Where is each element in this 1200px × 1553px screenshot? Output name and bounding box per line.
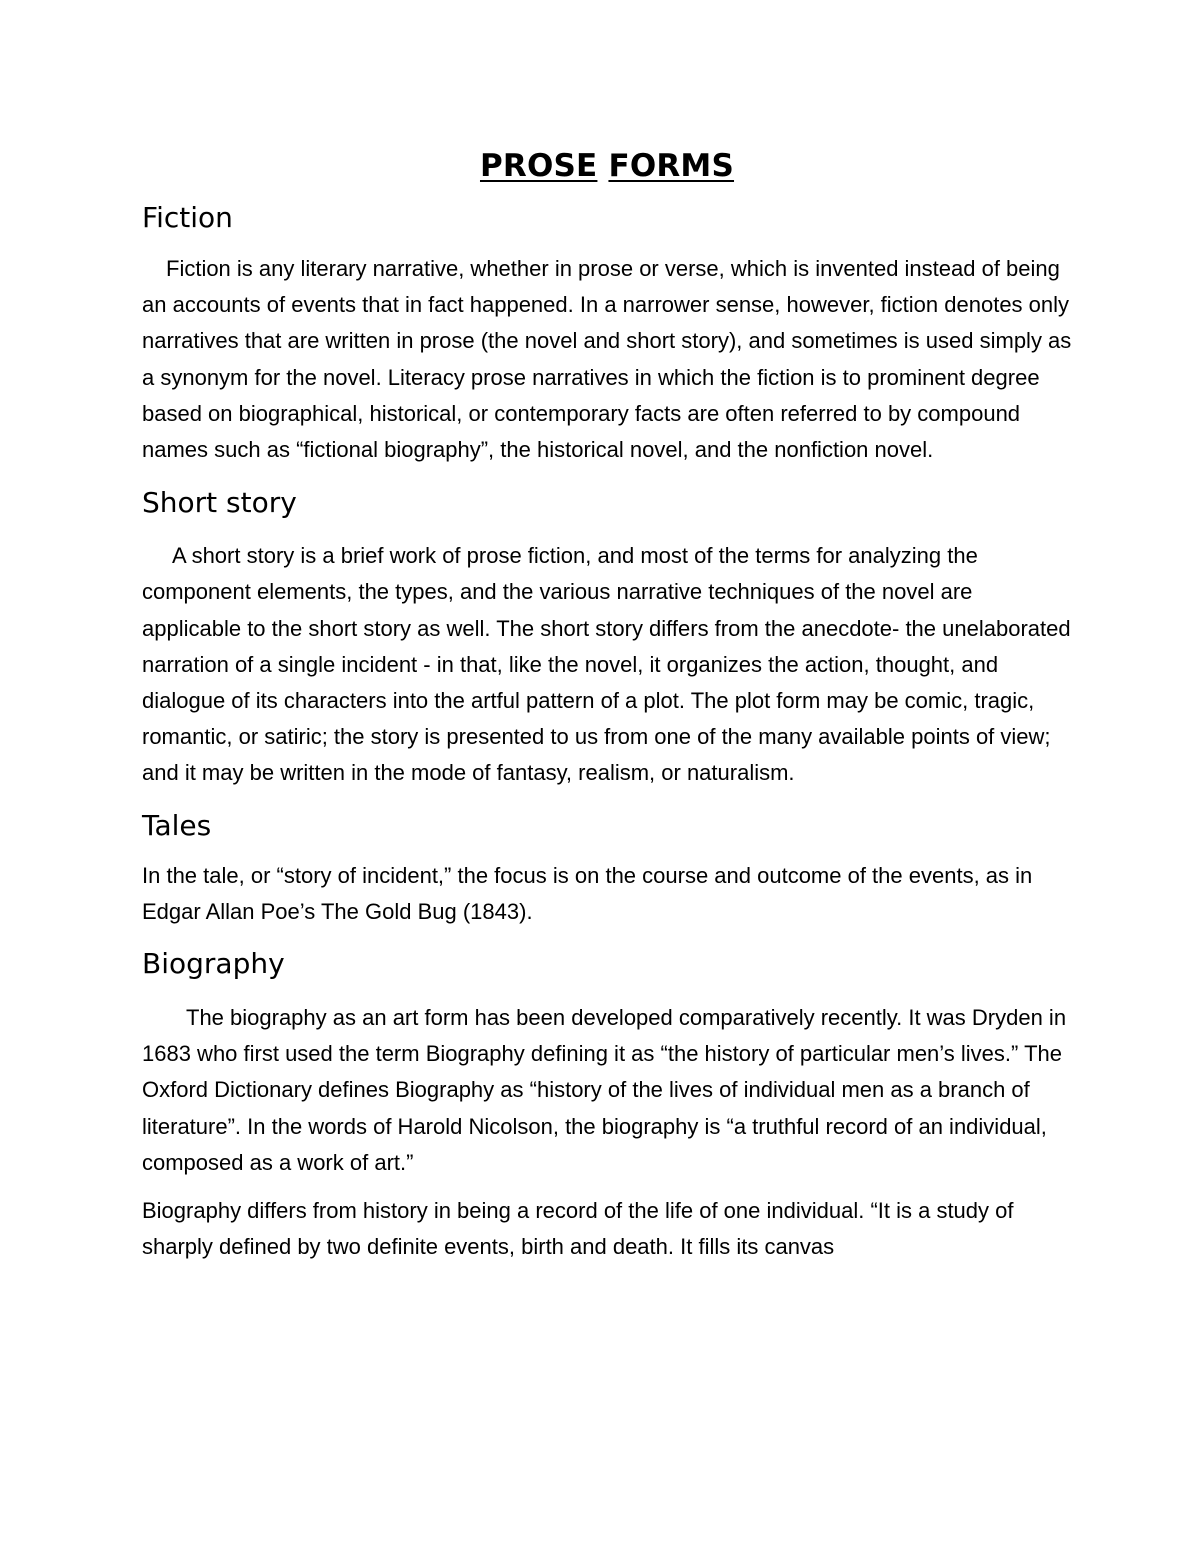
document-title <box>142 148 1072 184</box>
paragraph-tales: In the tale, or “story of incident,” the focus is on the course and outcome of the events, as in Edgar Allan Poe’s The Gold Bug (1843). <box>142 862 1033 924</box>
title-word-prose: PROSE <box>479 148 598 184</box>
paragraph-biography-1: The biography as an art form has been developed comparatively recently. It was Dryden in 1683 who first used the term Biography defining it as “the history of particular men’s lives.” The Oxford Dictionary defines Biography as “history of the lives of individual men as a branch of literature”. In the words of Harold Nicolson, the biography is “a truthful record of an individual, composed as a work of art.” <box>142 1005 1067 1175</box>
heading-fiction: Fiction <box>142 201 233 234</box>
heading-biography: Biography <box>142 947 285 981</box>
paragraph-fiction: Fiction is any literary narrative, whether in prose or verse, which is invented instead of being an accounts of events that in fact happened. In a narrower sense, however, fiction denotes only narratives that are written in prose (the novel and short story), and sometimes is used simply as a synonym for the novel. Literacy prose narratives in which the fiction is to prominent degree based on biographical, historical, or contemporary facts are often referred to by compound names such as “fictional biography”, the historical novel, and the nonfiction novel. <box>142 256 1072 463</box>
heading-short-story: Short story <box>142 486 297 520</box>
document-content <box>142 148 1072 1265</box>
heading-tales: Tales <box>142 808 212 842</box>
paragraph-biography-2: Biography differs from history in being a record of the life of one individual. “It is a study of sharply defined by two definite events, birth and death. It fills its canvas <box>142 1198 1014 1260</box>
title-word-forms: FORMS <box>608 148 735 184</box>
paragraph-short-story: A short story is a brief work of prose fiction, and most of the terms for analyzing the component elements, the types, and the various narrative techniques of the novel are applicable to the short story as well. The short story differs from the anecdote- the unelaborated narration of a single incident - in that, like the novel, it organizes the action, thought, and dialogue of its characters into the artful pattern of a plot. The plot form may be comic, tragic, romantic, or satiric; the story is presented to us from one of the many available points of view; and it may be written in the mode of fantasy, realism, or naturalism. <box>142 543 1071 786</box>
